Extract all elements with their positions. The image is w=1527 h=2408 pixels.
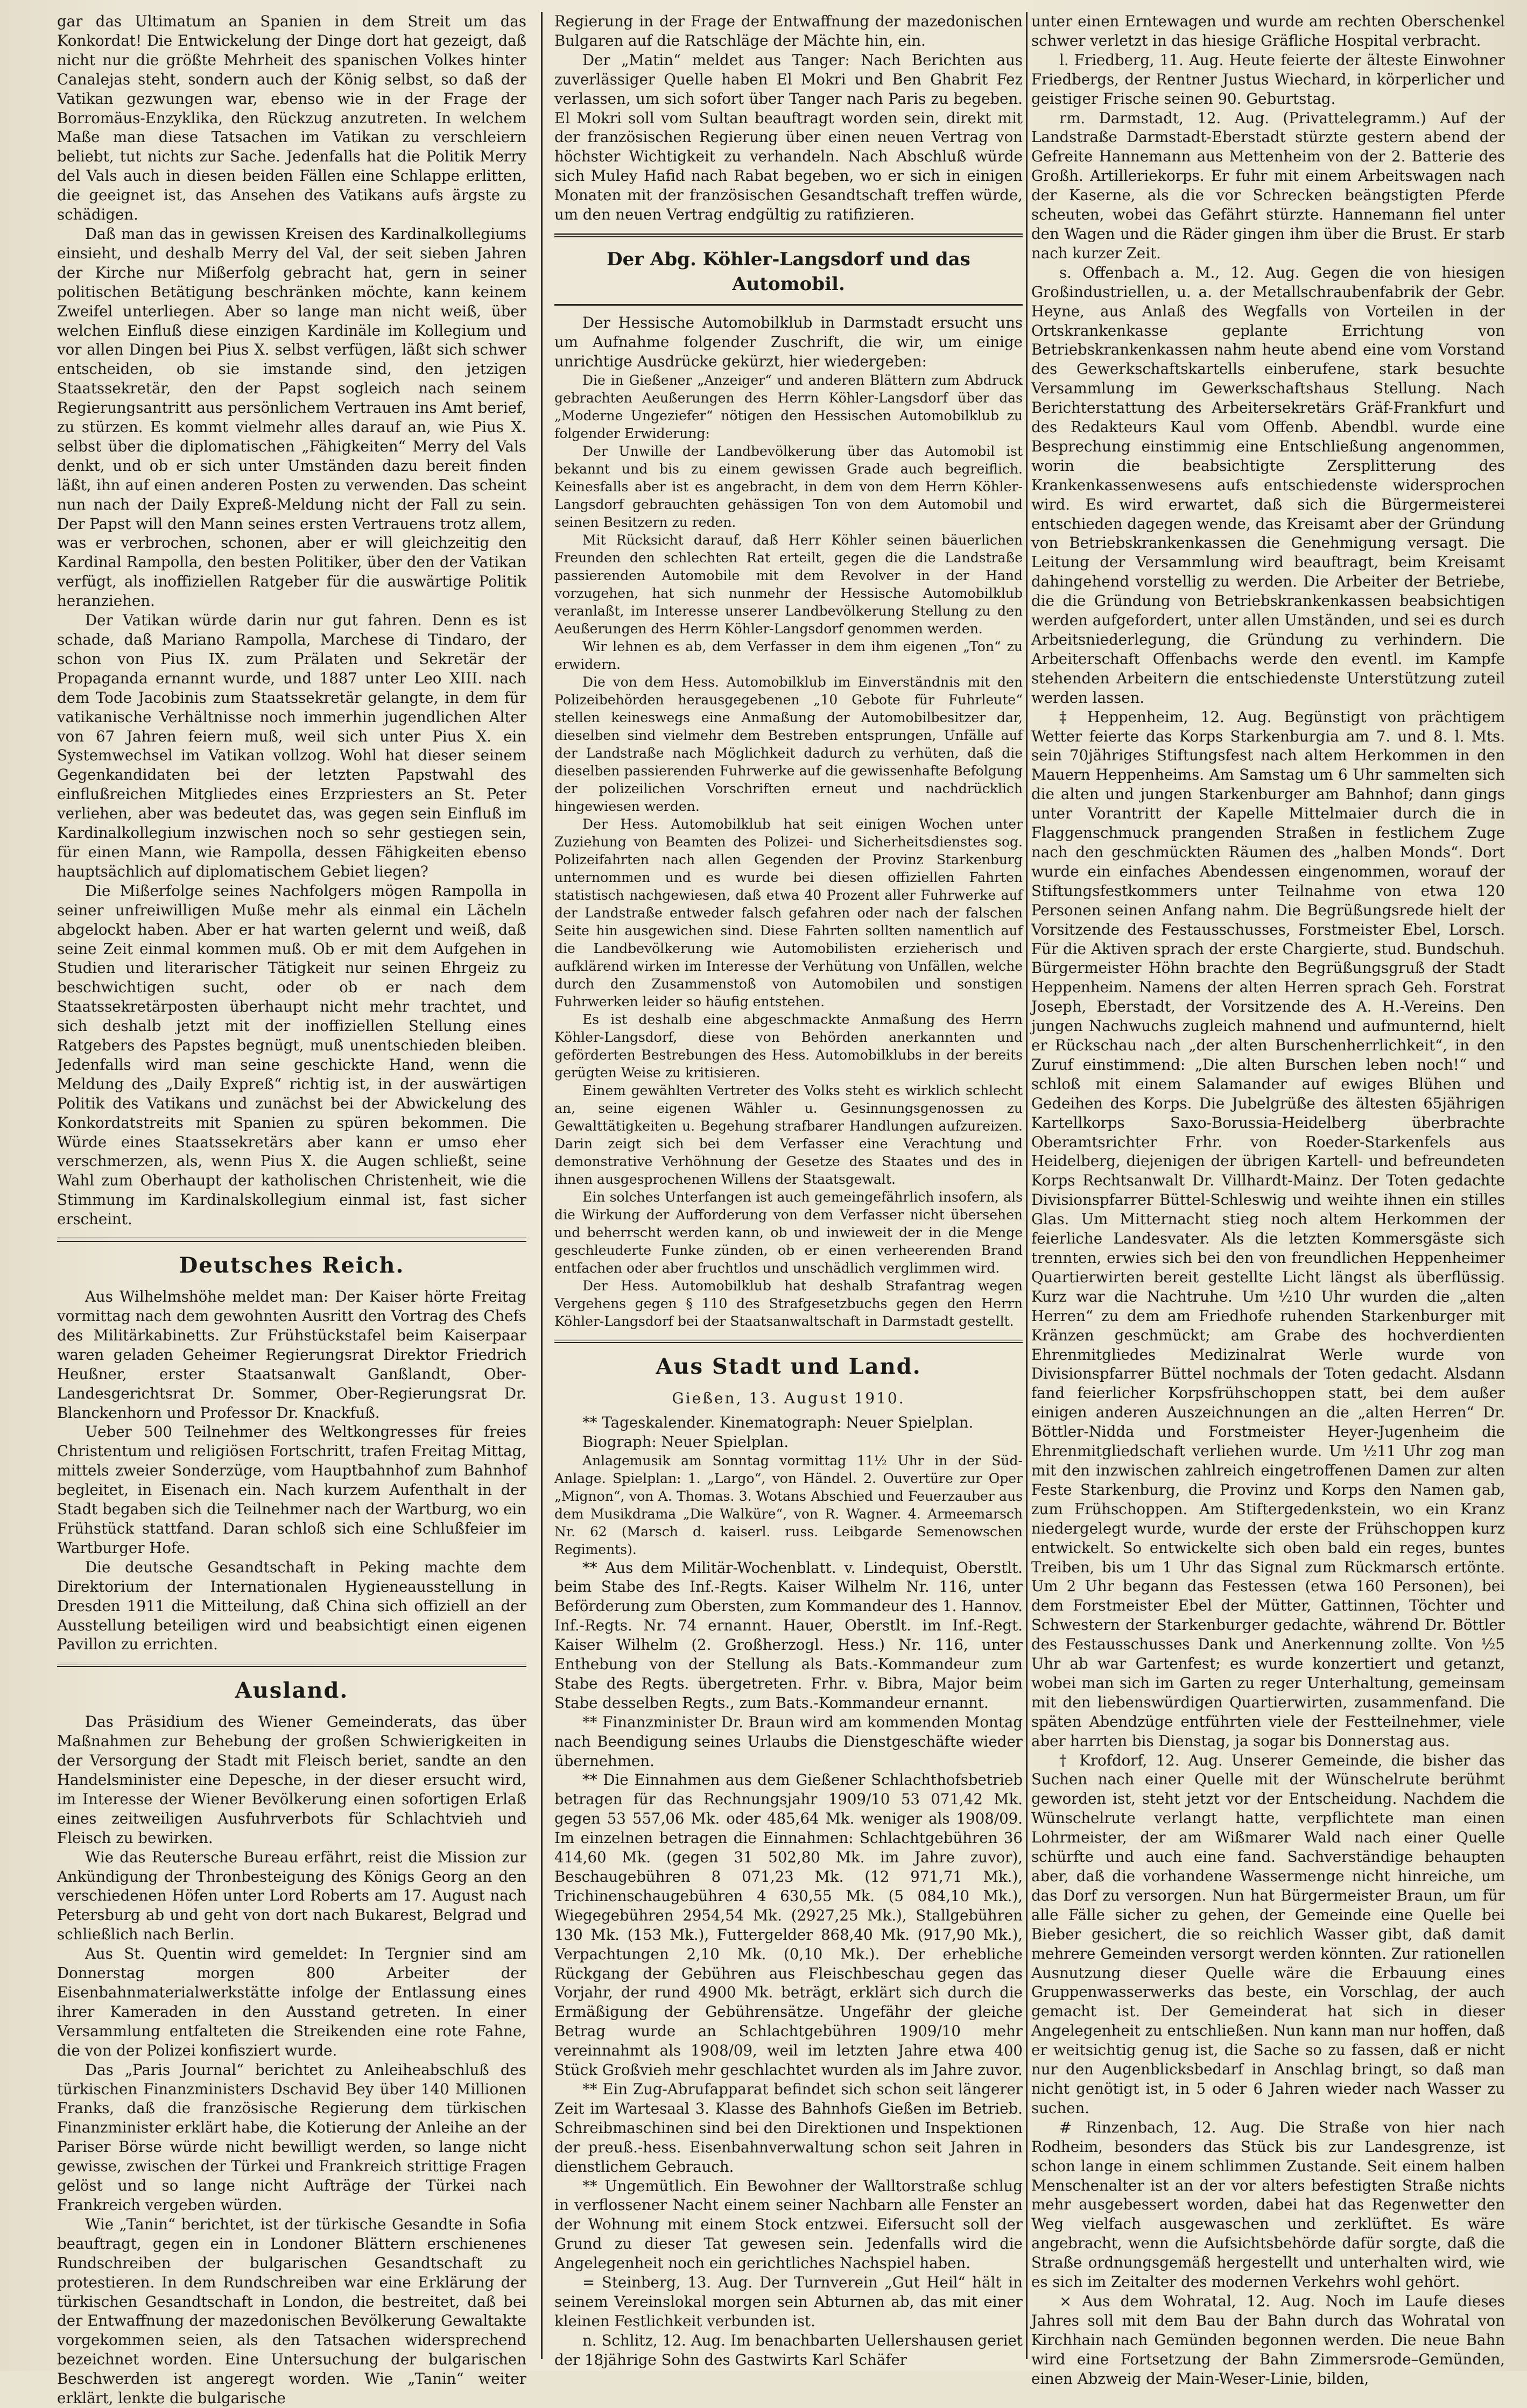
section-heading-deutsches-reich: Deutsches Reich. [179,1253,405,1279]
article-paragraph: Daß man das in gewissen Kreisen des Kardinalkollegiums einsieht, und deshalb Merry del Val, der seit sieben Jahren der Kirche nur Mißerfolg gebracht hat, gern in seiner politischen Betätigung beschränken möchte, kann keinem Zweifel unterliegen. Aber so lange man nicht weiß, über welchen Einfluß diese einzigen Kardinäle im Kollegium und vor allen Dingen bei Pius X. selbst verfügen, läßt sich schwer entscheiden, ob sie imstande sind, den jetzigen Staatssekretär, den der Papst sogleich nach seinem Regierungsantritt aus persönlichem Vertrauen ins Amt berief, zu stürzen. Es kommt vielmehr alles darauf an, wie Pius X. selbst über die diplomatischen „Fähigkeiten“ Merry del Vals denkt, und ob er sich unter Umständen dazu bereit finden läßt, ihn auf einen anderen Posten zu verwenden. Das scheint nun nach der Daily Expreß-Meldung nicht der Fall zu sein. Der Papst will den Mann seines ersten Vertrauens trotz allem, was er verbrochen, schonen, aber er will gleichzeitig den Kardinal Rampolla, den besten Politiker, über den der Vatikan verfügt, als inoffiziellen Ratgeber für die auswärtige Politik heranziehen. [57,224,526,610]
news-item: ** Finanzminister Dr. Braun wird am kommenden Montag nach Beendigung seines Urlaubs die Dienstgeschäfte wieder übernehmen. [554,1713,1023,1770]
section-divider [554,1339,1023,1343]
news-item: rm. Darmstadt, 12. Aug. (Privattelegramm.) Auf der Landstraße Darmstadt-Eberstadt stürzte gestern abend der Gefreite Hannemann aus Mettenheim von der 2. Batterie des Großh. Artilleriekorps. Er fuhr mit einem Arbeitswagen nach der Kaserne, als die vor Schrecken beängstigten Pferde scheuten, wobei das Gefährt stürzte. Hannemann fiel unter den Wagen und die Räder gingen ihm über die Brust. Er starb nach kurzer Zeit. [1031,109,1505,262]
news-item: # Rinzenbach, 12. Aug. Die Straße von hier nach Rodheim, besonders das Stück bis zur Landesgrenze, ist schon lange in einem schlimmen Zustande. Seit einem halben Menschenalter ist an der vor alters befestigten Straße nichts mehr ausgebessert worden, dabei hat das Regenwetter den Weg vielfach ausgewaschen und zerklüftet. Es wäre angebracht, wenn die Aufsichtsbehörde dafür sorgte, daß die Straße ordnungsgemäß hergestellt und unterhalten wird, wie es sich im Zeitalter des modernen Verkehrs wohl gehört. [1031,2118,1505,2291]
column-rule [1026,12,1028,2359]
article-paragraph: Der Hessische Automobilklub in Darmstadt ersucht uns um Aufnahme folgender Zuschrift, die wir, um einige unrichtige Ausdrücke gekürzt, hier wiedergeben: [554,313,1023,370]
article-paragraph: Ein solches Unterfangen ist auch gemeingefährlich insofern, als die Wirkung der Aufforderung von dem Verfasser nicht übersehen und beherrscht werden kann, ob und inwieweit der in die Menge geschleuderte Funke zünden, ob er einen verheerenden Brand entfachen oder aber fruchtlos und unschädlich verglimmen wird. [554,1189,1023,1276]
section-heading-ausland: Ausland. [235,1678,349,1704]
news-item: ** Ungemütlich. Ein Bewohner der Walltorstraße schlug in verflossener Nacht einem seiner Nachbarn alle Fenster an der Wohnung mit einem Stock entzwei. Eifersucht soll der Grund zu dieser Tat gewesen sein. Jedenfalls wird die Angelegenheit noch ein gerichtliches Nachspiel haben. [554,2177,1023,2272]
news-item: unter einen Erntewagen und wurde am rechten Oberschenkel schwer verletzt in das hiesige Gräfliche Hospital verbracht. [1031,12,1505,50]
news-item: Aus Wilhelmshöhe meldet man: Der Kaiser hörte Freitag vormittag nach dem gewohnten Ausritt den Vortrag des Chefs des Militärkabinetts. Zur Frühstückstafel beim Kaiserpaar waren geladen Geheimer Regierungsrat Direktor Friedrich Heußner, erster Staatsanwalt Ganßlandt, Ober-Landesgerichtsrat Dr. Sommer, Ober-Regierungsrat Dr. Blanckenhorn und Professor Dr. Knackfuß. [57,1288,526,1422]
article-paragraph: Der Vatikan würde darin nur gut fahren. Denn es ist schade, daß Mariano Rampolla, Marchese di Tindaro, der schon von Pius IX. zum Prälaten und Sekretär der Propaganda ernannt wurde, und 1887 unter Leo XIII. nach dem Tode Jacobinis zum Staatssekretär gelangte, in dem für vatikanische Verhältnisse noch immerhin jugendlichen Alter von 67 Jahren feiern muß, weil sich unter Pius X. ein Systemwechsel im Vatikan vollzog. Wohl hat dieser seinem Gegenkandidaten bei der letzten Papstwahl des einflußreichen Mitgliedes eines Erzpriesters an St. Peter verliehen, aber was bedeutet das, was gegen sein Einfluß im Kardinalkollegium inzwischen noch so sehr gestiegen sein, für einen Mann, wie Rampolla, dessen Fähigkeiten ebenso hauptsächlich auf diplomatischem Gebiet liegen? [57,611,526,880]
article-paragraph: Die von dem Hess. Automobilklub im Einverständnis mit den Polizeibehörden herausgegebenen „10 Gebote für Fuhrleute“ stellen keineswegs eine Anmaßung der Automobilbesitzer dar, dieselben sind vielmehr dem Bestreben entsprungen, Unfälle auf der Landstraße nach Möglichkeit dadurch zu verhüten, daß die dieselben passierenden Fuhrwerke auf die gewissenhafte Befolgung der polizeilichen Vorschriften erneut und nachdrücklich hingewiesen werden. [554,674,1023,814]
news-item: ‡ Heppenheim, 12. Aug. Begünstigt von prächtigem Wetter feierte das Korps Starkenburgia am 7. und 8. l. Mts. sein 70jähriges Stiftungsfest nach altem Herkommen in den Mauern Heppenheims. Am Samstag um 6 Uhr sammelten sich die alten und jungen Starkenburger am Bahnhof; dann gings unter Vorantritt der Kapelle Mittelmaier durch die in Flaggenschmuck prangenden Straßen in festlichem Zuge nach den geschmückten Räumen des „halben Monds“. Dort wurde ein einfaches Abendessen eingenommen, worauf der Stiftungsfestkommers unter Teilnahme von etwa 120 Personen seinen Anfang nahm. Die Begrüßungsrede hielt der Vorsitzende des Festausschusses, Forstmeister Ebel, Lorsch. Für die Aktiven sprach der erste Chargierte, stud. Bundschuh. Bürgermeister Höhn brachte den Begrüßungsgruß der Stadt Heppenheim. Namens der alten Herren sprach Geh. Forstrat Joseph, Eberstadt, der Vorsitzende des A. H.-Vereins. Den jungen Nachwuchs zugleich mahnend und aufmunternd, hielt er Rückschau nach „der alten Burschenherrlichkeit“, in den Zuruf einstimmend: „Die alten Burschen leben noch!“ und schloß mit einem Salamander auf ewiges Blühen und Gedeihen des Korps. Die Jubelgrüße des ältesten 65jährigen Kartellkorps Saxo-Borussia-Heidelberg überbrachte Oberamtsrichter Frhr. von Roeder-Starkenfels aus Heidelberg, diejenigen der übrigen Kartell- und befreundeten Korps Rechtsanwalt Dr. Villhardt-Mainz. Der Toten gedachte Divisionspfarrer Büttel-Schleswig und weihte ihnen ein stilles Glas. Um Mitternacht stieg noch altem Herkommen der feierliche Landesvater. Als die letzten Kommersgäste sich trennten, erwies sich bei den von freundlichen Heppenheimer Quartierwirten bereit gestellte Licht längst als überflüssig. Kurz war die Nachtruhe. Um ½10 Uhr wurden die „alten Herren“ zu dem am Friedhofe ruhenden Starkenburger mit Kränzen geschmückt; am Grabe des hochverdienten Ehrenmitgliedes Medizinalrat Werle wurde von Divisionspfarrer Büttel nochmals der Toten gedacht. Alsdann fand feierlicher Korpsfrühschoppen statt, bei dem außer einigen anderen Auszeichnungen an die „alten Herren“ Dr. Böttler-Nidda und Forstmeister Heyer-Jugenheim die Ehrenmitgliedschaft verliehen wurde. Um ½11 Uhr zog man mit den inzwischen zahlreich eingetroffenen Damen zur alten Feste Starkenburg, die Provinz und Korps den Namen gab, zum Frühschoppen. Am Stiftergedenkstein, wo ein Kranz niedergelegt wurde, wurde der erste der Frühschoppen kurz entwickelt. So entwickelte sich oben bald ein reges, buntes Treiben, bis um 1 Uhr das Signal zum Rückmarsch ertönte. Um 2 Uhr begann das Festessen (etwa 160 Personen), bei dem Forstmeister Ebel der Mütter, Gattinnen, Töchter und Schwestern der Starkenburger gedachte, während Dr. Böttler des Festausschusses Dank und Anerkennung zollte. Von ½5 Uhr ab war Gartenfest; es wurde konzertiert und getanzt, wobei man sich im Garten zu reger Unterhaltung, gemeinsam mit den liebenswürdigen Quartierwirten, zusammenfand. Die späten Abendzüge entführten viele der Festteilnehmer, viele aber harrten bis Dienstag, ja sogar bis Donnerstag aus. [1031,708,1505,1750]
news-item: ** Tageskalender. Kinematograph: Neuer Spielplan. [582,1413,974,1431]
news-item: Das Präsidium des Wiener Gemeinderats, das über Maßnahmen zur Behebung der großen Schwierigkeiten in der Versorgung der Stadt mit Fleisch beriet, sandte an den Handelsminister eine Depesche, in der dieser ersucht wird, im Interesse der Wiener Bevölkerung einen sofortigen Erlaß eines zeitweiligen Ausfuhrverbots für Schlachtvieh und Fleisch zu bewirken. [57,1713,526,1847]
column-rule [541,12,543,2359]
news-item: ** Ein Zug-Abrufapparat befindet sich schon seit längerer Zeit im Wartesaal 3. Klasse des Bahnhofs Gießen im Betrieb. Schreibmaschinen sind bei den Direktionen und Inspektionen der preuß.-hess. Eisenbahnverwaltung schon seit Jahren in dienstlichem Gebrauch. [554,2080,1023,2176]
section-divider [57,1238,526,1242]
section-heading-stadt-und-land: Aus Stadt und Land. [656,1353,921,1379]
column-3 [1031,12,1505,2388]
news-item: Wie das Reutersche Bureau erfährt, reist die Mission zur Ankündigung der Thronbesteigung des Königs Georg an den verschiedenen Höfen unter Lord Roberts am 17. August nach Petersburg ab und geht von dort nach Bukarest, Belgrad und schließlich nach Berlin. [57,1848,526,1944]
article-paragraph: Regierung in der Frage der Entwaffnung der mazedonischen Bulgaren auf die Ratschläge der Mächte hin, ein. [554,12,1023,50]
article-paragraph: Die Mißerfolge seines Nachfolgers mögen Rampolla in seiner unfreiwilligen Muße mehr als einmal ein Lächeln abgelockt haben. Aber er hat warten gelernt und weiß, daß seine Zeit einmal kommen muß. Ob er mit dem Aufgehen in Studien und literarischer Tätigkeit nur seinen Ehrgeiz zu beschwichtigen sucht, oder ob er nach dem Staatssekretärposten überhaupt nicht mehr trachtet, und sich deshalb jetzt mit der inoffiziellen Stellung eines Ratgebers des Papstes begnügt, muß unentschieden bleiben. Jedenfalls wird man seine geschickte Hand, wenn die Meldung des „Daily Expreß“ richtig ist, in der auswärtigen Politik des Vatikans und zunächst bei der Abwickelung des Konkordatstreits mit Spanien zu spüren bekommen. Die Würde eines Staatssekretärs aber kann er umso eher verschmerzen, als, wenn Pius X. die Augen schließt, seine Wahl zum Oberhaupt der katholischen Christenheit, wie die Stimmung im Kardinalskollegium einmal ist, fast sicher erscheint. [57,881,526,1228]
news-item: s. Offenbach a. M., 12. Aug. Gegen die von hiesigen Großindustriellen, u. a. der Metallschraubenfabrik der Gebr. Heyne, aus Anlaß des Wegfalls von Vorteilen in der Ortskrankenkasse geplante Errichtung von Betriebskrankenkassen nahm heute abend eine vom Vorstand des Gewerkschaftskartells einberufene, stark besuchte Versammlung im Gewerkschaftshaus Stellung. Nach Berichterstattung des Arbeitersekretärs Gräf-Frankfurt und des Redakteurs Kaul vom Offenb. Abendbl. wurde eine Besprechung einstimmig eine Entschließung angenommen, worin die beabsichtigte Zersplitterung des Krankenkassenwesens aufs entschiedenste widersprochen wird. Es wird erwartet, daß sich die Bürgermeisterei entschieden dagegen wende, das Kreisamt aber der Gründung von Betriebskrankenkassen die Genehmigung versagt. Die Leitung der Versammlung wird beauftragt, beim Kreisamt dahingehend vorstellig zu werden. Die Arbeiter der Betriebe, die die Gründung von Betriebskrankenkassen beabsichtigen werden aufgefordert, unter allen Umständen, und sei es durch Arbeitsniederlegung, die Gründung zu verhindern. Die Arbeiterschaft Offenbachs werde den eventl. im Kampfe stehenden Arbeitern die entschiedenste Unterstützung zuteil werden lassen. [1031,263,1505,707]
news-item: n. Schlitz, 12. Aug. Im benachbarten Uellershausen geriet der 18jährige Sohn des Gastwirts Karl Schäfer [554,2331,1023,2369]
article-paragraph: Mit Rücksicht darauf, daß Herr Köhler seinen bäuerlichen Freunden den schlechten Rat erteilt, gegen die die Landstraße passierenden Automobile mit dem Revolver in der Hand vorzugehen, hat sich nunmehr der Hessische Automobilklub veranlaßt, im Interesse unserer Landbevölkerung Stellung zu den Aeußerungen des Herrn Köhler-Langsdorf genommen werden. [554,532,1023,637]
news-item: × Aus dem Wohratal, 12. Aug. Noch im Laufe dieses Jahres soll mit dem Bau der Bahn durch das Wohratal von Kirchhain nach Gemünden begonnen werden. Die neue Bahn wird eine Fortsetzung der Bahn Zimmersrode–Gemünden, einen Abzweig der Main-Weser-Linie, bilden, [1031,2292,1505,2388]
article-paragraph: gar das Ultimatum an Spanien in dem Streit um das Konkordat! Die Entwickelung der Dinge dort hat gezeigt, daß nicht nur die größte Mehrheit des spanischen Volkes hinter Canalejas steht, sondern auch der König selbst, so daß der Vatikan gezwungen war, ebenso wie in der Frage der Borromäus-Enzyklika, den Rückzug anzutreten. In welchem Maße man diese Tatsachen im Vatikan zu verschleiern beliebt, tut nichts zur Sache. Jedenfalls hat die Politik Merry del Vals auch in diesen beiden Fällen eine Schlappe erlitten, die geeignet ist, das Ansehen des Vatikans aufs ärgste zu schädigen. [57,12,526,224]
column-1 [57,12,526,2407]
section-divider [57,1663,526,1667]
article-paragraph: Es ist deshalb eine abgeschmackte Anmaßung des Herrn Köhler-Langsdorf, diese von Behörden anerkannten und geförderten Bestrebungen des Hess. Automobilklubs in der bereits gerügten Weise zu kritisieren. [554,1011,1023,1081]
article-paragraph: Einem gewählten Vertreter des Volks steht es wirklich schlecht an, seine eigenen Wähler u. Gesinnungsgenossen zu Gewalttätigkeiten u. Begehung strafbarer Handlungen aufzureizen. Darin zeigt sich bei dem Verfasser eine Verachtung und demonstrative Verhöhnung der Gesetze des Staates und des in ihnen ausgesprochenen Willens der Staatsgewalt. [554,1082,1023,1187]
news-item: Ueber 500 Teilnehmer des Weltkongresses für freies Christentum und religiösen Fortschritt, trafen Freitag Mittag, mittels zweier Sonderzüge, vom Hauptbahnhof zum Bahnhof begleitet, in Eisenach ein. Nach kurzem Aufenthalt in der Stadt begaben sich die Teilnehmer nach der Wartburg, wo ein Frühstück stattfand. Daran schloß sich eine Schlußfeier im Wartburger Hofe. [57,1423,526,1557]
news-item: Wie „Tanin“ berichtet, ist der türkische Gesandte in Sofia beauftragt, gegen ein in Londoner Blättern erschienenes Rundschreiben der bulgarischen Gesandtschaft zu protestieren. In dem Rundschreiben war eine Erklärung der türkischen Gesandtschaft in London, die bestreitet, daß bei der Entwaffnung der mazedonischen Bevölkerung Gewaltakte vorgekommen seien, als den Tatsachen widersprechend bezeichnet worden. Eine Untersuchung der bulgarischen Beschwerden ist angeregt worden. Wie „Tanin“ weiter erklärt, lenkte die bulgarische [57,2215,526,2407]
article-paragraph: Der „Matin“ meldet aus Tanger: Nach Berichten aus zuverlässiger Quelle haben El Mokri und Ben Ghabrit Fez verlassen, um sich sofort über Tanger nach Paris zu begeben. El Mokri soll vom Sultan beauftragt worden sein, direkt mit der französischen Regierung über einen neuen Vertrag von höchster Wichtigkeit zu verhandeln. Nach Abschluß würde sich Muley Hafid nach Rabat begeben, wo er sich in einigen Monaten mit der französischen Gesandtschaft treffen würde, um den neuen Vertrag endgültig zu ratifizieren. [554,51,1023,224]
article-paragraph: Wir lehnen es ab, dem Verfasser in dem ihm eigenen „Ton“ zu erwidern. [554,638,1023,672]
article-paragraph: Der Unwille der Landbevölkerung über das Automobil ist bekannt und bis zu einem gewissen Grade auch begreiflich. Keinesfalls aber ist es angebracht, in dem von dem Herrn Köhler-Langsdorf gebrauchten gehässigen Ton von dem Automobil und seinen Besitzern zu reden. [554,443,1023,530]
section-divider [554,233,1023,237]
news-item: ** Die Einnahmen aus dem Gießener Schlachthofsbetrieb betragen für das Rechnungsjahr 1909/10 53 071,42 Mk. gegen 53 557,06 Mk. oder 485,64 Mk. weniger als 1908/09. Im einzelnen betragen die Einnahmen: Schlachtgebühren 36 414,60 Mk. (gegen 31 502,80 Mk. im Jahre zuvor), Beschaugebühren 8 071,23 Mk. (12 971,71 Mk.), Trichinenschaugebühren 4 630,55 Mk. (5 084,10 Mk.), Wiegegebühren 2954,54 Mk. (2927,25 Mk.), Stallgebühren 130 Mk. (153 Mk.), Futtergelder 868,40 Mk. (917,90 Mk.), Verpachtungen 2,10 Mk. (0,10 Mk.). Der erhebliche Rückgang der Gebühren aus Fleischbeschau gegen das Vorjahr, der rund 4900 Mk. beträgt, erklärt sich durch die Ermäßigung der Gebührensätze. Ungefähr der gleiche Betrag wurde an Schlachtgebühren 1909/10 mehr vereinnahmt als 1908/09, weil im letzten Jahre etwa 400 Stück Großvieh mehr geschlachtet wurden als im Jahre zuvor. [554,1771,1023,2079]
section-divider [554,304,1023,306]
article-paragraph: Die in Gießener „Anzeiger“ und anderen Blättern zum Abdruck gebrachten Aeußerungen des Herrn Köhler-Langsdorf über das „Moderne Ungeziefer“ nötigen den Hessischen Automobilklub zu folgender Erwiderung: [554,372,1023,441]
news-item: l. Friedberg, 11. Aug. Heute feierte der älteste Einwohner Friedbergs, der Rentner Justus Wiechard, in körperlicher und geistiger Frische seinen 90. Geburtstag. [1031,51,1505,108]
news-item: ** Aus dem Militär-Wochenblatt. v. Lindequist, Oberstlt. beim Stabe des Inf.-Regts. Kaiser Wilhelm Nr. 116, unter Beförderung zum Obersten, zum Kommandeur des 1. Hannov. Inf.-Regts. Nr. 74 ernannt. Hauer, Oberstlt. im Inf.-Regt. Kaiser Wilhelm (2. Großherzogl. Hess.) Nr. 116, unter Enthebung von der Stellung als Bats.-Kommandeur zum Stabe des Regts. übergetreten. Frhr. v. Bibra, Major beim Stabe desselben Regts., zum Bats.-Kommandeur ernannt. [554,1558,1023,1712]
article-paragraph: Der Hess. Automobilklub hat seit einigen Wochen unter Zuziehung von Beamten des Polizei- und Sicherheitsdienstes sog. Polizeifahrten nach allen Gegenden der Provinz Starkenburg unternommen und es wurde bei diesen offiziellen Fahrten statistisch nachgewiesen, daß etwa 40 Prozent aller Fuhrwerke auf der Landstraße entweder falsch gefahren oder nach der falschen Seite hin ausgewichen sind. Diese Fahrten sollten namentlich auf die Landbevölkerung wie Automobilisten erzieherisch und aufklärend wirken im Interesse der Verhütung von Unfällen, welche durch den Zusammenstoß von Automobilen und sonstigen Fuhrwerken leider so häufig entstehen. [554,816,1023,1009]
dateline: Gießen, 13. August 1910. [672,1389,905,1407]
news-item: † Krofdorf, 12. Aug. Unserer Gemeinde, die bisher das Suchen nach einer Quelle mit der Wünschelrute berühmt geworden ist, steht jetzt vor der Entscheidung. Nachdem die Wünschelrute verlangt hatte, verpflichtete man einen Lohrmeister, der am Wißmarer Wald nach einer Quelle schürfte und auch eine fand. Sachverständige behaupten aber, daß die vorhandene Wassermenge nicht hinreiche, um das Dorf zu versorgen. Nun hat Bürgermeister Braun, um für alle Fälle sicher zu gehen, der Gemeinde eine Quelle bei Bieber gesichert, die so reichlich Wasser gibt, daß damit mehrere Gemeinden versorgt werden könnten. Zur rationellen Ausnutzung dieser Quelle wäre die Erbauung eines Gruppenwasserwerks das beste, ein Vorschlag, der auch gemacht ist. Der Gemeinderat hat sich in dieser Angelegenheit zu entschließen. Nun kann man nur hoffen, daß er weitsichtig genug ist, die Sache so zu fassen, daß er nicht nur den Augenblicksbedarf in Anschlag bringt, so daß man nicht genötigt ist, in 5 oder 6 Jahren wieder nach Wasser zu suchen. [1031,1751,1505,2117]
news-item: Anlagemusik am Sonntag vormittag 11½ Uhr in der Süd-Anlage. Spielplan: 1. „Largo“, von Händel. 2. Ouvertüre zur Oper „Mignon“, von A. Thomas. 3. Wotans Abschied und Feuerzauber aus dem Musikdrama „Die Walküre“, von R. Wagner. 4. Armeemarsch Nr. 62 (Marsch d. kaiserl. russ. Leibgarde Semenowschen Regiments). [554,1452,1023,1557]
news-item: Aus St. Quentin wird gemeldet: In Tergnier sind am Donnerstag morgen 800 Arbeiter der Eisenbahnmaterialwerkstätte infolge der Entlassung eines ihrer Kameraden in den Ausstand getreten. In einer Versammlung entfalteten die Streikenden eine rote Fahne, die von der Polizei konfisziert wurde. [57,1945,526,2059]
news-item: Das „Paris Journal“ berichtet zu Anleiheabschluß des türkischen Finanzministers Dschavid Bey über 140 Millionen Franks, daß die französische Regierung dem türkischen Finanzminister erklärt habe, die Kotierung der Anleihe an der Pariser Börse würde nicht bewilligt werden, so lange nicht gewisse, zwischen der Türkei und Frankreich strittige Fragen gelöst und so lange nicht Aufträge der Türkei nach Frankreich vergeben würden. [57,2060,526,2214]
column-2 [554,12,1023,2369]
article-paragraph: Der Hess. Automobilklub hat deshalb Strafantrag wegen Vergehens gegen § 110 des Strafgesetzbuchs gegen den Herrn Köhler-Langsdorf bei der Staatsanwaltschaft in Darmstadt gestellt. [554,1277,1023,1329]
news-item: = Steinberg, 13. Aug. Der Turnverein „Gut Heil“ hält in seinem Vereinslokal morgen sein Abturnen ab, das mit einer kleinen Festlichkeit verbunden ist. [554,2273,1023,2330]
news-item: Die deutsche Gesandtschaft in Peking machte dem Direktorium der Internationalen Hygieneausstellung in Dresden 1911 die Mitteilung, daß China sich offiziell an der Ausstellung beteiligen wird und beabsichtigt einen eigenen Pavillon zu errichten. [57,1558,526,1654]
section-heading-automobil: Der Abg. Köhler-Langsdorf und das Automobil. [607,248,970,295]
news-item: Biograph: Neuer Spielplan. [582,1432,789,1451]
